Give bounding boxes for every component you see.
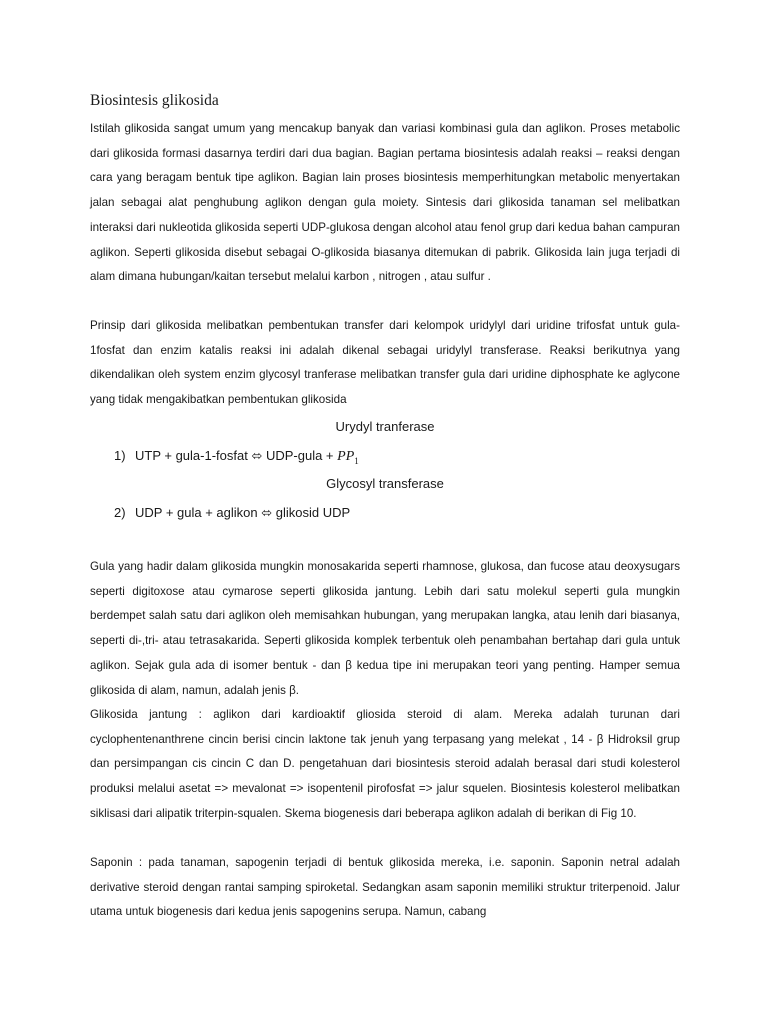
equation-number: 1)	[114, 448, 126, 463]
paragraph-principle: Prinsip dari glikosida melibatkan pembentukan transfer dari kelompok uridylyl dari uridine trifosfat untuk gula-1fosfat dan enzim katalis reaksi ini adalah dikenal sebagai uridylyl transferase. Reaksi berikutnya yang dikendalikan oleh system enzim glycosyl tranferase melibatkan transfer gula dari uridine diphosphate ke aglycone yang tidak mengakibatkan pembentukan glikosida	[90, 319, 680, 407]
pyrophosphate-symbol	[337, 449, 359, 464]
page-title: Biosintesis glikosida	[90, 92, 219, 109]
reaction-equation-2	[114, 505, 350, 521]
reaction-equation-1	[114, 448, 359, 466]
enzyme-label-glycosyl: Glycosyl transferase	[326, 476, 444, 491]
equation-text: UTP + gula-1-fosfat ⬄ UDP-gula +	[135, 448, 338, 463]
equation-text: UDP + gula + aglikon ⬄ glikosid UDP	[135, 505, 351, 520]
paragraph-sugars: Gula yang hadir dalam glikosida mungkin monosakarida seperti rhamnose, glukosa, dan fucose atau deoxysugars seperti digitoxose atau cymarose seperti glikosida jantung. Lebih dari satu molekul seperti gula mungkin berdempet salah satu dari aglikon oleh memisahkan hubungan, yang merupakan langka, atau lenih dari biasanya, seperti di-,tri- atau tetrasakarida. Seperti glikosida komplek terbentuk oleh penambahan bertahap dari gula untuk aglikon. Sejak gula ada di isomer bentuk - dan β kedua tipe ini merupakan teori yang penting. Hamper semua glikosida di alam, namun, adalah jenis β.	[90, 560, 680, 697]
equation-number: 2)	[114, 505, 126, 520]
paragraph-intro: Istilah glikosida sangat umum yang mencakup banyak dan variasi kombinasi gula dan aglikon. Proses metabolic dari glikosida formasi dasarnya terdiri dari dua bagian. Bagian pertama biosintesis adalah reaksi – reaksi dengan cara yang beragam bentuk tipe aglikon. Bagian lain proses biosintesis memperhitungkan metabolic menyertakan jalan sebagai alat penghubung aglikon dengan gula moiety. Sintesis dari glikosida tanaman sel melibatkan interaksi dari nukleotida glikosida seperti UDP-glukosa dengan alcohol atau fenol grup dari kedua bahan campuran aglikon. Seperti glikosida disebut sebagai O-glikosida biasanya ditemukan di pabrik. Glikosida lain juga terjadi di alam dimana hubungan/kaitan tersebut melalui karbon , nitrogen , atau sulfur .	[90, 122, 680, 284]
paragraph-saponin: Saponin : pada tanaman, sapogenin terjadi di bentuk glikosida mereka, i.e. saponin. Saponin netral adalah derivative steroid dengan rantai samping spiroketal. Sedangkan asam saponin memiliki struktur triterpenoid. Jalur utama untuk biogenesis dari kedua jenis sapogenins serupa. Namun, cabang	[90, 856, 680, 919]
enzyme-label-uridylyl: Urydyl tranferase	[335, 419, 435, 434]
pp-subscript: 1	[354, 455, 359, 466]
paragraph-cardiac-glycosides: Glikosida jantung : aglikon dari kardioaktif gliosida steroid di alam. Mereka adalah turunan dari cyclophentenanthrene cincin berisi cincin laktone tak jenuh yang terpasang yang melekat , 14 - β Hidroksil grup dan persimpangan cis cincin C dan D. pengetahuan dari biosintesis steroid adalah berasal dari studi kolesterol produksi melalui asetat => mevalonat => isopentenil pirofosfat => jalur squelen. Biosintesis kolesterol melibatkan siklisasi dari alipatik triterpin-squalen. Skema biogenesis dari beberapa aglikon adalah di berikan di Fig 10.	[90, 708, 680, 820]
pp-text: PP	[337, 449, 355, 464]
